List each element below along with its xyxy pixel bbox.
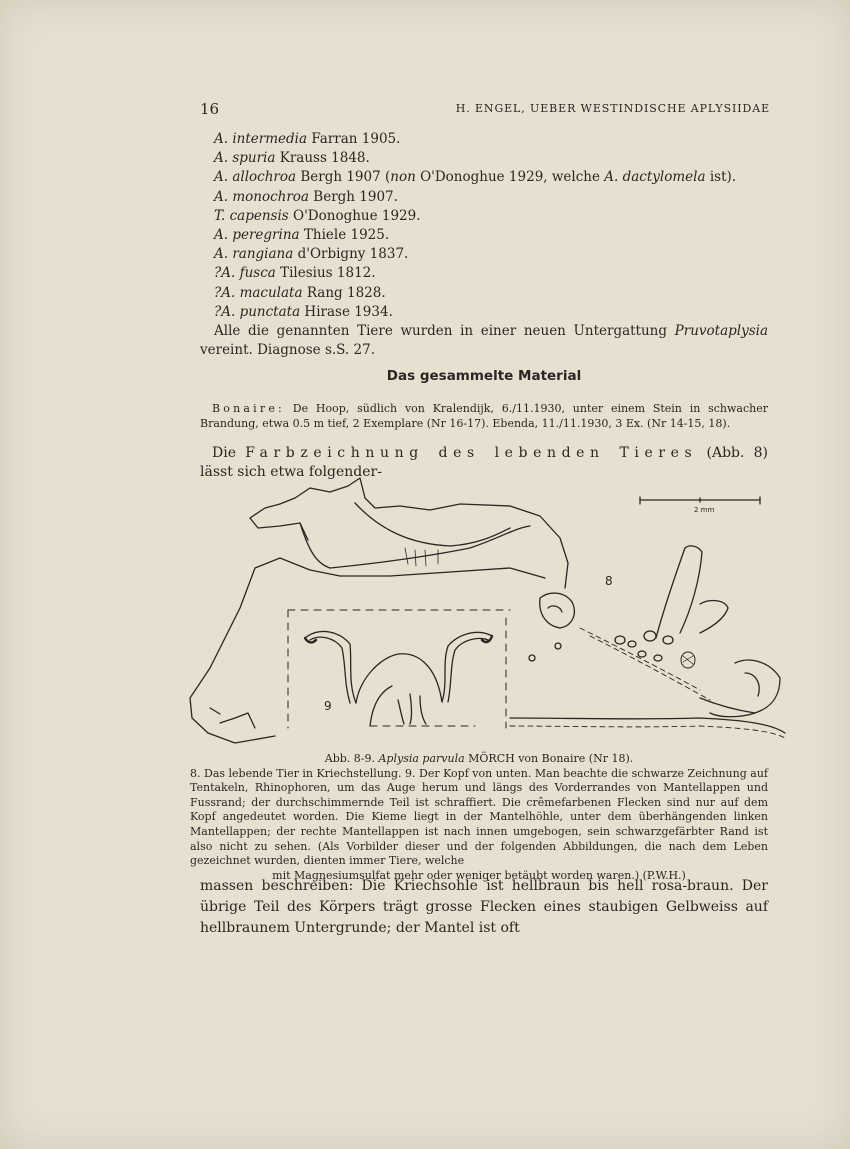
figure-aplysia-drawing	[180, 468, 800, 753]
synonym-item: A. monochroa Bergh 1907.	[214, 188, 398, 205]
figure-9-label: 9	[324, 699, 332, 713]
page-header	[200, 100, 770, 120]
scale-bar	[640, 497, 760, 514]
synonym-item: ?A. maculata Rang 1828.	[214, 284, 386, 301]
paragraph-subgenus: Alle die genannten Tiere wurden in einer neuen Untergattung Pruvotaplysia vereint. Diagnose s.S. 27.	[200, 323, 768, 358]
figure-caption	[190, 752, 768, 883]
figure-8-label: 8	[605, 574, 613, 588]
material-paragraph: Bonaire: De Hoop, südlich von Kralendijk, 6./11.1930, unter einem Stein in schwacher Brandung, etwa 0.5 m tief, 2 Exemplare (Nr 16-17). Ebenda, 11./11.1930, 3 Ex. (Nr 14-15, 18).	[200, 402, 768, 430]
paragraph-description: massen beschreiben: Die Kriechsohle ist hellbraun bis hell rosa-braun. Der übrige Teil des Körpers trägt grosse Flecken eines staubigen Gelbweiss auf hellbraunem Untergrunde; der Mantel ist oft	[200, 878, 768, 936]
synonym-item: ?A. punctata Hirase 1934.	[214, 303, 393, 320]
figure-9-head	[288, 610, 510, 728]
caption-title: Abb. 8-9. Aplysia parvula MÖRCH von Bonaire (Nr 18).	[324, 752, 634, 765]
caption-last-line: mit Magnesiumsulfat mehr oder weniger betäubt worden waren.) (P.W.H.)	[272, 868, 686, 882]
page-number: 16	[200, 100, 220, 118]
paragraph-colour-pattern: Die Farbzeichnung des lebenden Tieres (Abb. 8) lässt sich etwa folgender-	[200, 445, 769, 480]
synonym-item: A. intermedia Farran 1905.	[214, 131, 401, 147]
running-head: H. ENGEL, UEBER WESTINDISCHE APLYSIIDAE	[455, 102, 770, 115]
synonym-item: A. spuria Krauss 1848.	[214, 150, 370, 167]
caption-body: 8. Das lebende Tier in Kriechstellung. 9. Der Kopf von unten. Man beachte die schwarze Zeichnung auf Tentakeln, Rhinophoren, um das Auge herum und längs des Vorderrandes von Mantellappen und Fussrand; der durchschimmernde Teil ist schraffiert. Die crêmefarbenen Flecken sind nur auf dem Kopf angedeutet worden. Die Kieme liegt in der Mantelhöhle, unter dem überhängenden linken Mantellappen; der rechte Mantellappen ist nach innen umgebogen, sein schwarzgefärbter Rand ist also nicht zu sehen. (Als Vorbilder dieser und der folgenden Abbildungen, die nach dem Leben gezeichnet wurden, dienten immer Tiere, welche	[190, 766, 768, 868]
synonym-item: A. rangiana d'Orbigny 1837.	[214, 246, 409, 263]
synonym-item: A. peregrina Thiele 1925.	[214, 227, 390, 244]
synonym-list	[214, 130, 736, 322]
synonym-item: ?A. fusca Tilesius 1812.	[214, 265, 376, 282]
synonym-item: T. capensis O'Donoghue 1929.	[214, 207, 421, 224]
section-heading: Das gesammelte Material	[386, 368, 582, 384]
synonym-item: A. allochroa Bergh 1907 (non O'Donoghue 1929, welche A. dactylomela ist).	[214, 169, 737, 186]
scale-label: 2 mm	[694, 506, 715, 514]
